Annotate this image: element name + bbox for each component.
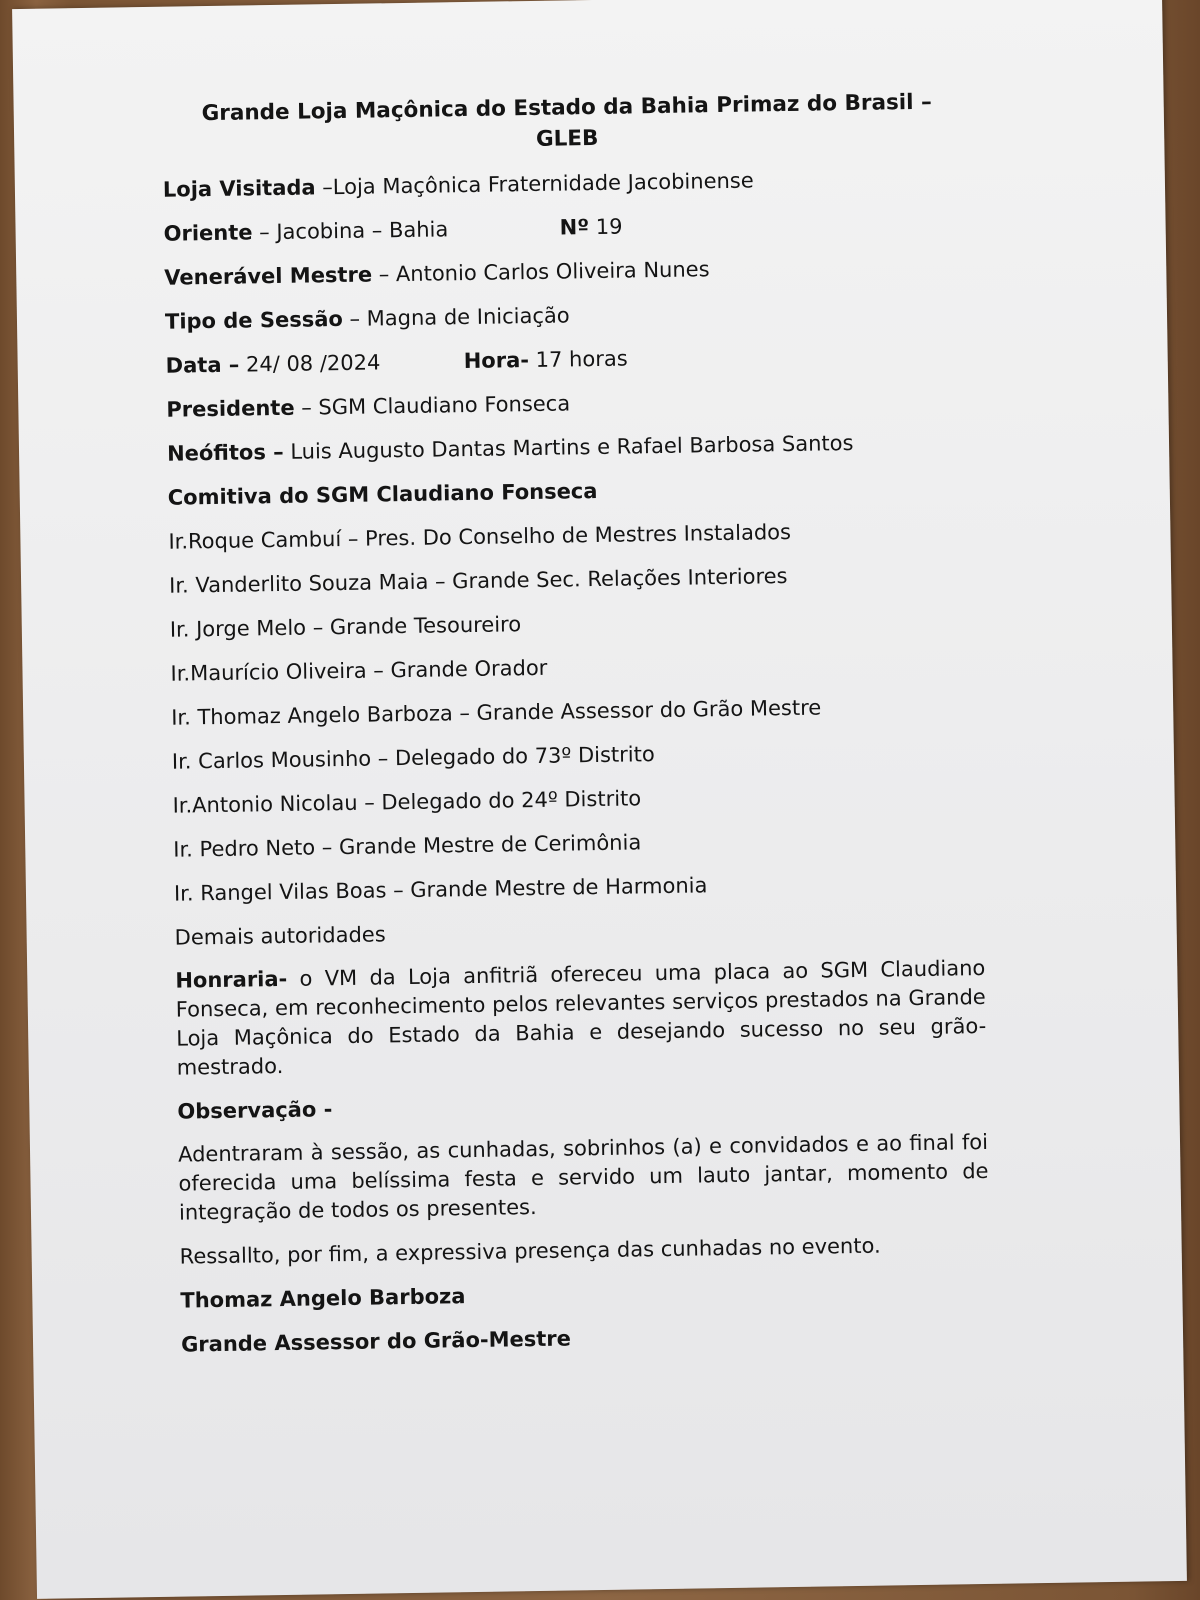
observacao-label: Observação - xyxy=(177,1097,333,1124)
comitiva-item: Ir.Maurício Oliveira – Grande Orador xyxy=(170,655,548,686)
loja-value: –Loja Maçônica Fraternidade Jacobinense xyxy=(322,168,754,200)
comitiva-item: Ir. Vanderlito Souza Maia – Grande Sec. Relações Interiores xyxy=(168,564,788,598)
comitiva-item: Demais autoridades xyxy=(174,922,386,950)
comitiva-item: Ir.Antonio Nicolau – Delegado do 24º Distrito xyxy=(172,786,642,818)
numero-label: Nº xyxy=(559,215,590,240)
comitiva-item: Ir. Pedro Neto – Grande Mestre de Cerimônia xyxy=(173,830,642,862)
data-value: 24/ 08 /2024 xyxy=(239,350,381,377)
honraria-paragraph xyxy=(175,954,987,1083)
document-body xyxy=(162,86,992,1374)
numero-value: 19 xyxy=(588,214,623,240)
title-line-1: Grande Loja Maçônica do Estado da Bahia Primaz do Brasil – xyxy=(201,89,932,127)
comitiva-heading: Comitiva do SGM Claudiano Fonseca xyxy=(167,478,598,510)
tipo-sessao-line xyxy=(165,294,975,337)
oriente-value: – Jacobina – Bahia xyxy=(252,217,449,245)
tipo-value: – Magna de Iniciação xyxy=(342,303,570,331)
honraria-text: o VM da Loja anfitriã ofereceu uma placa ao SGM Claudiano Fonseca, em reconhecimento pelos relevantes serviços prestados na Grande Loja Maçônica do Estado da Bahia e desejando sucesso no seu grão-mestrado. xyxy=(175,955,987,1080)
signature-name: Thomaz Angelo Barboza xyxy=(180,1284,466,1313)
observacao-paragraph: Adentraram à sessão, as cunhadas, sobrinhos (a) e convidados e ao final foi oferecida uma belíssima festa e servido um lauto jantar, momento de integração de todos os presentes. xyxy=(177,1129,989,1225)
title-line-2: GLEB xyxy=(535,125,599,152)
presidente-value: – SGM Claudiano Fonseca xyxy=(294,391,571,420)
document-title xyxy=(162,86,973,161)
veneravel-line xyxy=(164,250,974,293)
paper-sheet xyxy=(12,0,1187,1599)
comitiva-item: Ir. Rangel Vilas Boas – Grande Mestre de Harmonia xyxy=(173,873,708,906)
neofitos-label: Neófitos – xyxy=(166,439,284,466)
loja-visitada-line xyxy=(163,162,973,205)
comitiva-item: Ir. Thomaz Angelo Barboza – Grande Assessor do Grão Mestre xyxy=(171,695,822,730)
neofitos-line xyxy=(167,426,977,469)
honraria-label: Honraria- xyxy=(175,966,288,993)
oriente-label: Oriente xyxy=(163,220,253,246)
hora-label: Hora- xyxy=(463,348,530,374)
data-hora-line xyxy=(165,338,975,381)
data-label: Data – xyxy=(165,352,240,378)
comitiva-item: Ir.Roque Cambuí – Pres. Do Conselho de Mestres Instalados xyxy=(168,519,792,554)
veneravel-value: – Antonio Carlos Oliveira Nunes xyxy=(371,257,710,287)
oriente-line xyxy=(163,206,973,249)
neofitos-value: Luis Augusto Dantas Martins e Rafael Barbosa Santos xyxy=(283,430,854,464)
presidente-line xyxy=(166,382,976,425)
presidente-label: Presidente xyxy=(166,395,295,422)
veneravel-label: Venerável Mestre xyxy=(164,262,373,290)
comitiva-item: Ir. Carlos Mousinho – Delegado do 73º Distrito xyxy=(171,742,655,774)
signature-role: Grande Assessor do Grão-Mestre xyxy=(180,1326,572,1357)
ressalto-line: Ressallto, por fim, a expressiva presença das cunhadas no evento. xyxy=(179,1233,881,1269)
comitiva-item: Ir. Jorge Melo – Grande Tesoureiro xyxy=(169,612,522,642)
hora-value: 17 horas xyxy=(528,346,628,373)
loja-label: Loja Visitada xyxy=(162,175,316,202)
tipo-label: Tipo de Sessão xyxy=(164,306,344,334)
